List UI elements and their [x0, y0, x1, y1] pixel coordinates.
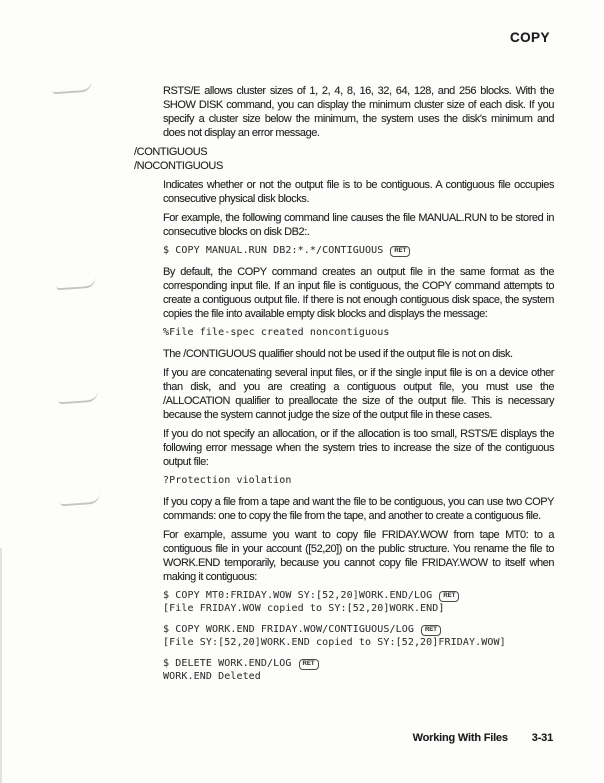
page-header-command: COPY: [510, 30, 550, 45]
code-text: $ DELETE WORK.END/LOG: [163, 658, 292, 669]
return-key-icon: RET: [299, 659, 319, 670]
qualifier-heading: [134, 145, 556, 173]
code-line: [163, 670, 556, 683]
code-line: [163, 244, 556, 257]
return-key-icon: RET: [421, 625, 441, 636]
scan-edge-artifact: [0, 548, 2, 783]
code-block: [163, 326, 556, 339]
page-content: [134, 84, 556, 691]
paragraph: The /CONTIGUOUS qualifier should not be used if the output file is not on disk.: [163, 348, 513, 360]
return-key-icon: RET: [390, 246, 410, 257]
qualifier-line: /CONTIGUOUS: [134, 146, 208, 158]
code-line: [163, 657, 556, 670]
binding-mark-icon: [60, 493, 101, 507]
code-text: $ COPY MT0:FRIDAY.WOW SY:[52,20]WORK.END/LOG: [163, 590, 433, 601]
code-text: %File file-spec created noncontiguous: [163, 327, 390, 338]
code-block: [163, 657, 556, 683]
qualifier-line: /NOCONTIGUOUS: [134, 160, 223, 172]
paragraph: If you are concatenating several input files, or if the single input file is on a device other than disk, and you are creating a contiguous output file, you must use the /ALLOCATION qualifier to preallocate the size of the output file. This is necessary because the system cannot judge the size of the output file in these cases.: [163, 367, 554, 421]
code-line: [163, 636, 556, 649]
code-text: $ COPY WORK.END FRIDAY.WOW/CONTIGUOUS/LOG: [163, 624, 414, 635]
footer-section-title: Working With Files: [412, 732, 508, 744]
code-text: [File SY:[52,20]WORK.END copied to SY:[52,20]FRIDAY.WOW]: [163, 637, 506, 648]
code-line: [163, 474, 556, 487]
code-block: [163, 589, 556, 615]
binding-mark-icon: [56, 277, 97, 291]
paragraph: RSTS/E allows cluster sizes of 1, 2, 4, 8, 16, 32, 64, 128, and 256 blocks. With the SHOW DISK command, you can display the minimum cluster size of each disk. If you specify a cluster size below the minimum, the system uses the disk's minimum and does not display an error message.: [163, 85, 554, 139]
code-text: $ COPY MANUAL.RUN DB2:*.*/CONTIGUOUS: [163, 245, 384, 256]
paragraph: If you do not specify an allocation, or if the allocation is too small, RSTS/E displays the following error message when the system tries to increase the size of the contiguous output file:: [163, 428, 554, 468]
paragraph: For example, assume you want to copy file FRIDAY.WOW from tape MT0: to a contiguous file in your account ([52,20]) on the public structure. You rename the file to WORK.END temporarily, because you cannot copy file FRIDAY.WOW to itself when making it contiguous:: [163, 529, 554, 583]
code-block: [163, 623, 556, 649]
paragraph: Indicates whether or not the output file is to be contiguous. A contiguous file occupies consecutive physical disk blocks.: [163, 179, 554, 205]
code-text: ?Protection violation: [163, 475, 292, 486]
code-line: [163, 623, 556, 636]
code-text: WORK.END Deleted: [163, 671, 261, 682]
code-text: [File FRIDAY.WOW copied to SY:[52,20]WORK.END]: [163, 603, 445, 614]
code-line: [163, 602, 556, 615]
footer-page-number: 3-31: [531, 732, 553, 744]
code-line: [163, 589, 556, 602]
code-line: [163, 326, 556, 339]
binding-mark-icon: [52, 81, 93, 95]
code-block: [163, 474, 556, 487]
paragraph: For example, the following command line causes the file MANUAL.RUN to be stored in consecutive blocks on disk DB2:.: [163, 212, 554, 238]
binding-mark-icon: [58, 391, 99, 405]
code-block: [163, 244, 556, 257]
page-footer: [0, 732, 553, 744]
paragraph: By default, the COPY command creates an output file in the same format as the corresponding input file. If an input file is contiguous, the COPY command attempts to create a contiguous output file. If there is not enough contiguous disk space, the system copies the file into available empty disk blocks and displays the message:: [163, 266, 554, 320]
return-key-icon: RET: [439, 591, 459, 602]
paragraph: If you copy a file from a tape and want the file to be contiguous, you can use two COPY commands: one to copy the file from the tape, and another to create a contiguous file.: [163, 496, 554, 522]
